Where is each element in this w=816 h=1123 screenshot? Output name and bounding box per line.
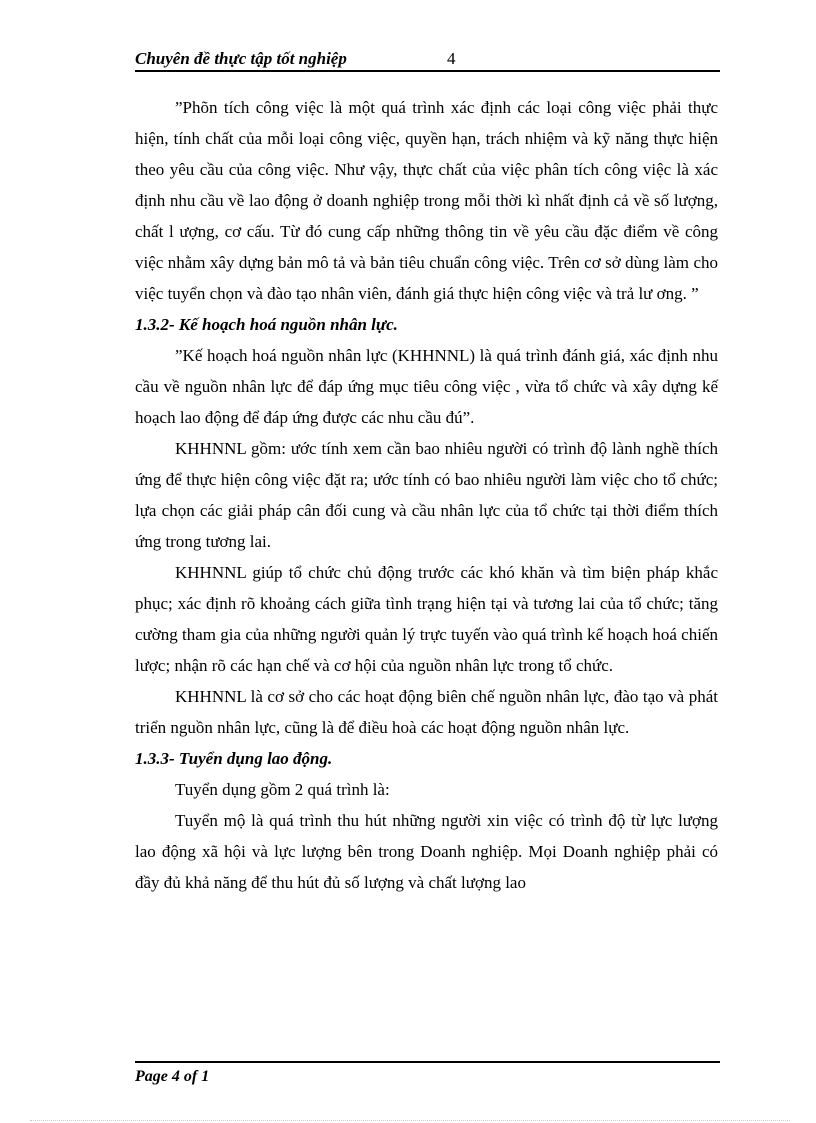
document-body [135, 92, 718, 898]
paragraph-recruitment-intro: Tuyển dụng gồm 2 quá trình là: [175, 780, 390, 799]
paragraph-hr-planning-definition: ”Kế hoạch hoá nguồn nhân lực (KHHNNL) là quá trình đánh giá, xác định nhu cầu về nguồn nhân lực để đáp ứng mục tiêu công việc , vừa tổ chức và xây dựng kế hoạch lao động để đáp ứng được các nhu cầu đú”. [135, 346, 718, 427]
page-bottom-dotted-border [30, 1120, 790, 1121]
header-page-number: 4 [447, 49, 456, 68]
footer-page-label: Page 4 of 1 [135, 1068, 210, 1085]
paragraph-hr-planning-includes: KHHNNL gồm: ước tính xem cần bao nhiêu người có trình độ lành nghề thích ứng để thực hiện công việc đặt ra; ước tính có bao nhiêu người làm việc cho tổ chức; lựa chọn các giải pháp cân đối cung và cầu nhân lực của tổ chức tại thời điểm thích ứng trong tương lai. [135, 439, 718, 551]
section-heading-1-3-2: 1.3.2- Kế hoạch hoá nguồn nhân lực. [135, 315, 398, 334]
footer-rule [135, 1061, 720, 1063]
paragraph-hr-planning-benefits: KHHNNL giúp tổ chức chủ động trước các khó khăn và tìm biện pháp khắc phục; xác định rõ khoảng cách giữa tình trạng hiện tại và tương lai của tổ chức; tăng cường tham gia của những người quản lý trực tuyến vào quá trình kế hoạch hoá chiến lược; nhận rõ các hạn chế và cơ hội của nguồn nhân lực trong tổ chức. [135, 563, 718, 675]
header-title: Chuyên đề thực tập tốt nghiệp [135, 49, 347, 68]
page-header [135, 46, 720, 72]
section-heading-1-3-3: 1.3.3- Tuyển dụng lao động. [135, 749, 333, 768]
paragraph-recruitment-sourcing: Tuyển mộ là quá trình thu hút những người xin việc có trình độ từ lực lượng lao động xã hội và lực lượng bên trong Doanh nghiệp. Mọi Doanh nghiệp phải có đầy đủ khả năng để thu hút đủ số lượng và chất lượng lao [135, 811, 718, 892]
paragraph-hr-planning-basis: KHHNNL là cơ sở cho các hoạt động biên chế nguồn nhân lực, đào tạo và phát triển nguồn nhân lực, cũng là để điều hoà các hoạt động nguồn nhân lực. [135, 687, 718, 737]
paragraph-job-analysis: ”Phõn tích công việc là một quá trình xác định các loại công việc phải thực hiện, tính chất của mỗi loại công việc, quyền hạn, trách nhiệm và kỹ năng thực hiện theo yêu cầu của công việc. Như vậy, thực chất của việc phân tích công việc là xác định nhu cầu về lao động ở doanh nghiệp trong mỗi thời kì nhất định cả về số lượng, chất l ượng, cơ cấu. Từ đó cung cấp những thông tin về yêu cầu đặc điểm về công việc nhằm xây dựng bản mô tả và bản tiêu chuẩn công việc. Trên cơ sở dùng làm cho việc tuyển chọn và đào tạo nhân viên, đánh giá thực hiện công việc và trả lư ơng. ” [135, 98, 718, 303]
